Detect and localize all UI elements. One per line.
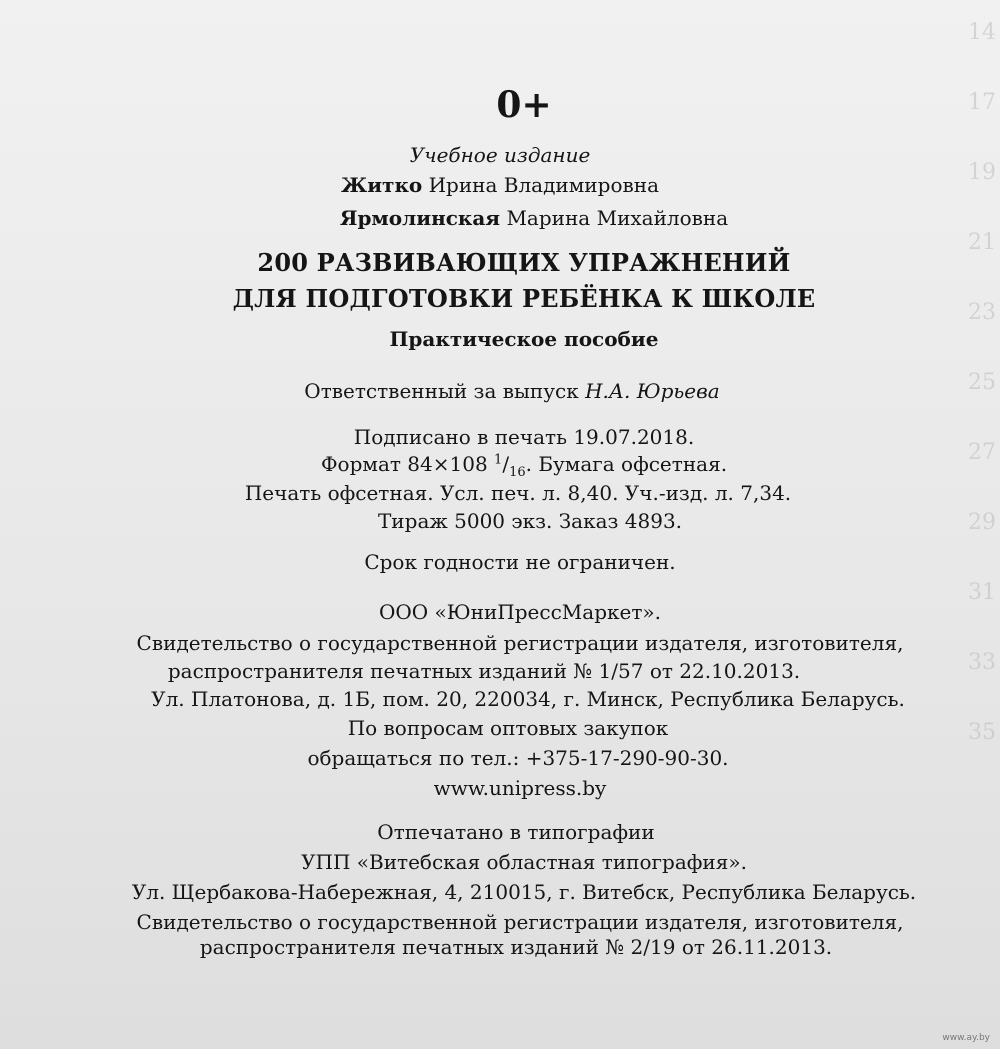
responsible-label: Ответственный за выпуск [304, 379, 579, 403]
responsible-editor [12, 379, 1000, 403]
bleed-through-text: 25 [968, 370, 996, 395]
bleed-through-text: 14 [968, 20, 996, 45]
printer-label: Отпечатано в типографии [377, 820, 655, 844]
watermark: www.ay.by [942, 1033, 990, 1043]
publisher-certificate-line-2: распространителя печатных изданий № 1/57 от 22.10.2013. [167, 659, 801, 683]
bleed-through-text: 19 [968, 160, 996, 185]
author-given-name: Марина Михайловна [506, 206, 729, 230]
printer-certificate-line-2: распространителя печатных изданий № 2/19 от 26.11.2013. [199, 935, 833, 959]
publisher-website: www.unipress.by [433, 776, 607, 800]
author-1 [0, 173, 1000, 197]
bleed-through-text: 17 [968, 90, 996, 115]
bleed-through-text: 33 [968, 650, 996, 675]
format-prefix: Формат 84×108 [320, 452, 488, 476]
wholesale-phone: обращаться по тел.: +375-17-290-90-30. [307, 746, 729, 770]
print-run: Тираж 5000 экз. Заказ 4893. [377, 509, 683, 533]
publisher-certificate-line-1: Свидетельство о государственной регистрации издателя, изготовителя, [136, 631, 904, 655]
wholesale-line-1: По вопросам оптовых закупок [347, 716, 669, 740]
publisher-name: ООО «ЮниПрессМаркет». [379, 600, 661, 624]
responsible-name: Н.А. Юрьева [585, 379, 720, 403]
format-fraction-numerator: 1 [494, 452, 503, 468]
format-fraction-denominator: 16 [509, 465, 526, 480]
bleed-through-text: 27 [968, 440, 996, 465]
printer-certificate-line-1: Свидетельство о государственной регистрации издателя, изготовителя, [136, 910, 904, 934]
author-surname: Житко [340, 173, 423, 197]
shelf-life: Срок годности не ограничен. [364, 550, 676, 574]
signed-to-print: Подписано в печать 19.07.2018. [353, 425, 695, 449]
bleed-through-text: 21 [968, 230, 996, 255]
printer-name: УПП «Витебская областная типография». [301, 850, 747, 874]
publication-genre: Учебное издание [409, 143, 591, 167]
book-subtitle: Практическое пособие [389, 327, 659, 351]
book-title-line-2: ДЛЯ ПОДГОТОВКИ РЕБЁНКА К ШКОЛЕ [232, 284, 816, 313]
bleed-through-text: 35 [968, 720, 996, 745]
author-2 [34, 206, 1000, 230]
print-specs: Печать офсетная. Усл. печ. л. 8,40. Уч.-изд. л. 7,34. [244, 481, 792, 505]
format-suffix: . Бумага офсетная. [525, 452, 728, 476]
age-rating: 0+ [496, 84, 552, 126]
book-title-line-1: 200 РАЗВИВАЮЩИХ УПРАЖНЕНИЙ [257, 248, 791, 277]
bleed-through-text: 29 [968, 510, 996, 535]
format-line: Формат 84×108 $^1/_{16}$. Бумага офсетная. [320, 452, 728, 480]
printer-address: Ул. Щербакова-Набережная, 4, 210015, г. Витебск, Республика Беларусь. [131, 880, 917, 904]
author-given-name: Ирина Владимировна [428, 173, 659, 197]
bleed-through-text: 31 [968, 580, 996, 605]
bleed-through-text: 23 [968, 300, 996, 325]
author-surname: Ярмолинская [339, 206, 501, 230]
publisher-address: Ул. Платонова, д. 1Б, пом. 20, 220034, г. Минск, Республика Беларусь. [151, 687, 905, 711]
